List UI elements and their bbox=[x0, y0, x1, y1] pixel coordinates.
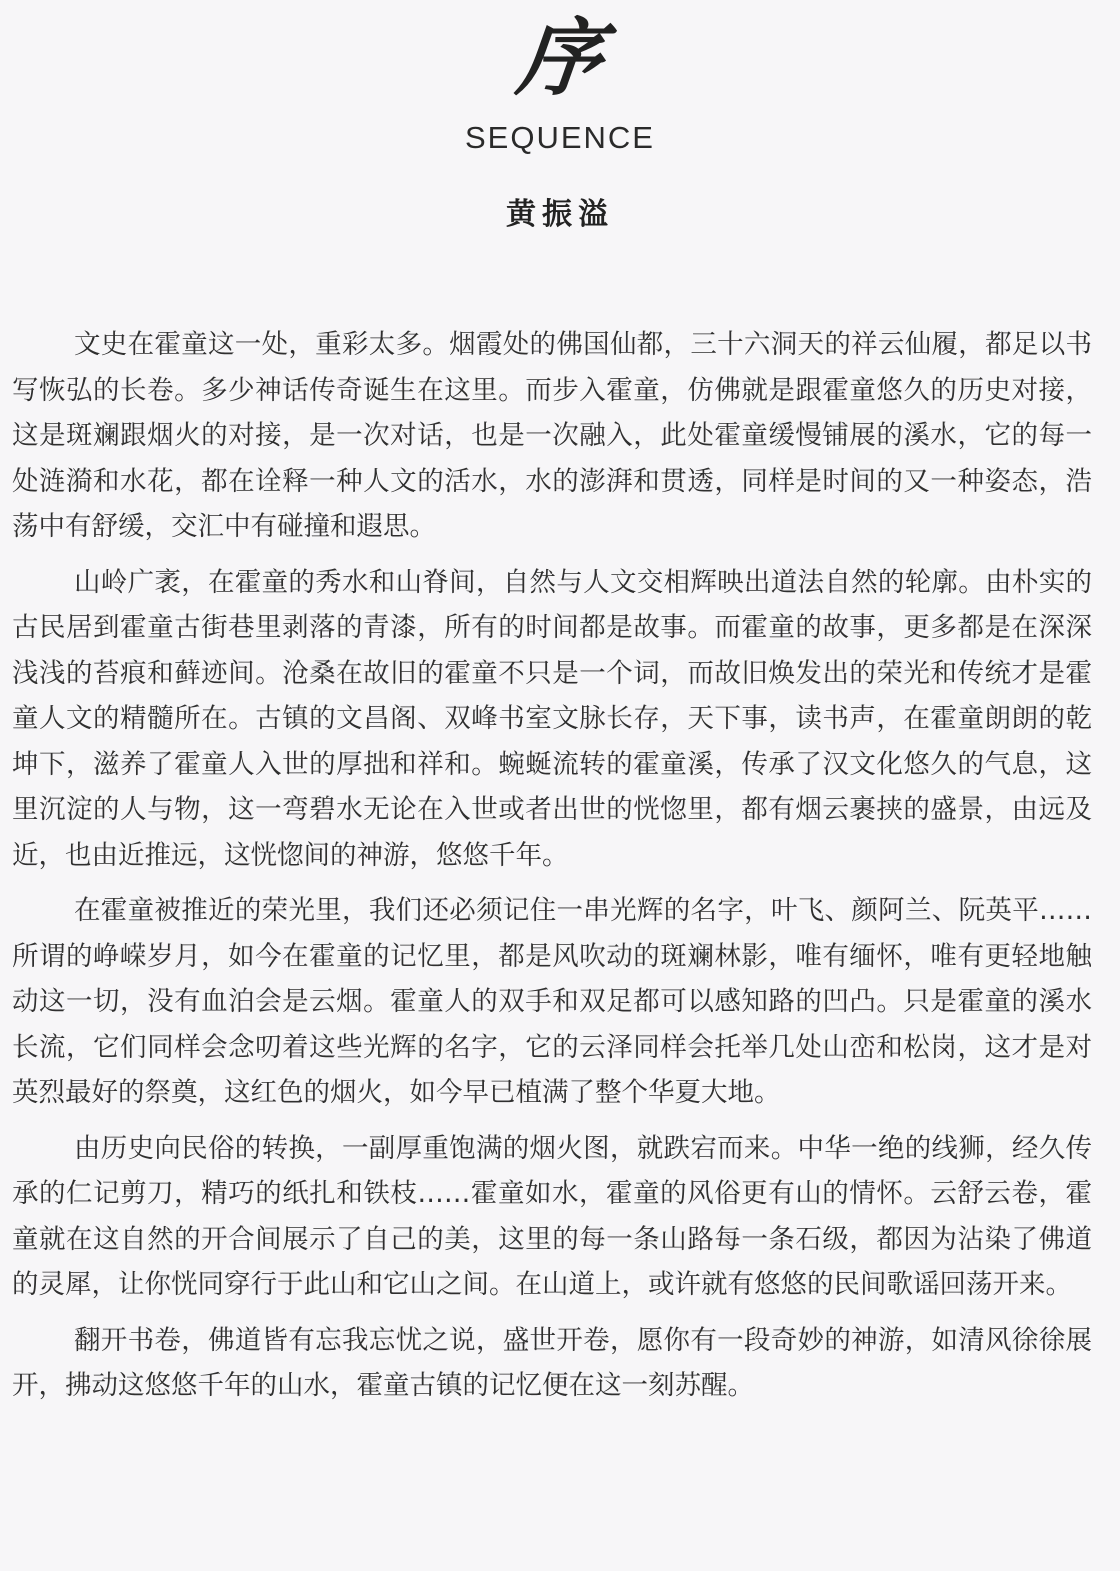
paragraph-1: 文史在霍童这一处，重彩太多。烟霞处的佛国仙都，三十六洞天的祥云仙履，都足以书写恢弘的长卷。多少神话传奇诞生在这里。而步入霍童，仿佛就是跟霍童悠久的历史对接，这是斑斓跟烟火的对接，是一次对话，也是一次融入，此处霍童缓慢铺展的溪水，它的每一处涟漪和水花，都在诠释一种人文的活水，水的澎湃和贯透，同样是时间的又一种姿态，浩荡中有舒缓，交汇中有碰撞和遐思。 bbox=[12, 329, 1092, 542]
body-text bbox=[12, 322, 1092, 1419]
document-header bbox=[0, 0, 1120, 260]
page-subtitle: SEQUENCE bbox=[465, 120, 655, 155]
paragraph-2: 山岭广袤，在霍童的秀水和山脊间，自然与人文交相辉映出道法自然的轮廓。由朴实的古民居到霍童古街巷里剥落的青漆，所有的时间都是故事。而霍童的故事，更多都是在深深浅浅的苔痕和藓迹间。沧桑在故旧的霍童不只是一个词，而故旧焕发出的荣光和传统才是霍童人文的精髓所在。古镇的文昌阁、双峰书室文脉长存，天下事，读书声，在霍童朗朗的乾坤下，滋养了霍童人入世的厚拙和祥和。蜿蜒流转的霍童溪，传承了汉文化悠久的气息，这里沉淀的人与物，这一弯碧水无论在入世或者出世的恍惚里，都有烟云裹挟的盛景，由远及近，也由近推远，这恍惚间的神游，悠悠千年。 bbox=[12, 566, 1092, 871]
paragraph-4: 由历史向民俗的转换，一副厚重饱满的烟火图，就跌宕而来。中华一绝的线狮，经久传承的仁记剪刀，精巧的纸扎和铁枝……霍童如水，霍童的风俗更有山的情怀。云舒云卷，霍童就在这自然的开合间展示了自己的美，这里的每一条山路每一条石级，都因为沾染了佛道的灵犀，让你恍同穿行于此山和它山之间。在山道上，或许就有悠悠的民间歌谣回荡开来。 bbox=[12, 1132, 1092, 1300]
paragraph-3: 在霍童被推近的荣光里，我们还必须记住一串光辉的名字，叶飞、颜阿兰、阮英平……所谓的峥嵘岁月，如今在霍童的记忆里，都是风吹动的斑斓林影，唯有缅怀，唯有更轻地触动这一切，没有血泊会是云烟。霍童人的双手和双足都可以感知路的凹凸。只是霍童的溪水长流，它们同样会念叨着这些光辉的名字，它的云泽同样会托举几处山峦和松岗，这才是对英烈最好的祭奠，这红色的烟火，如今早已植满了整个华夏大地。 bbox=[12, 895, 1092, 1108]
author-name: 黄振溢 bbox=[506, 197, 614, 232]
paragraph-5: 翻开书卷，佛道皆有忘我忘忧之说，盛世开卷，愿你有一段奇妙的神游，如清风徐徐展开，拂动这悠悠千年的山水，霍童古镇的记忆便在这一刻苏醒。 bbox=[12, 1324, 1092, 1401]
page-title: 序 bbox=[512, 8, 608, 107]
